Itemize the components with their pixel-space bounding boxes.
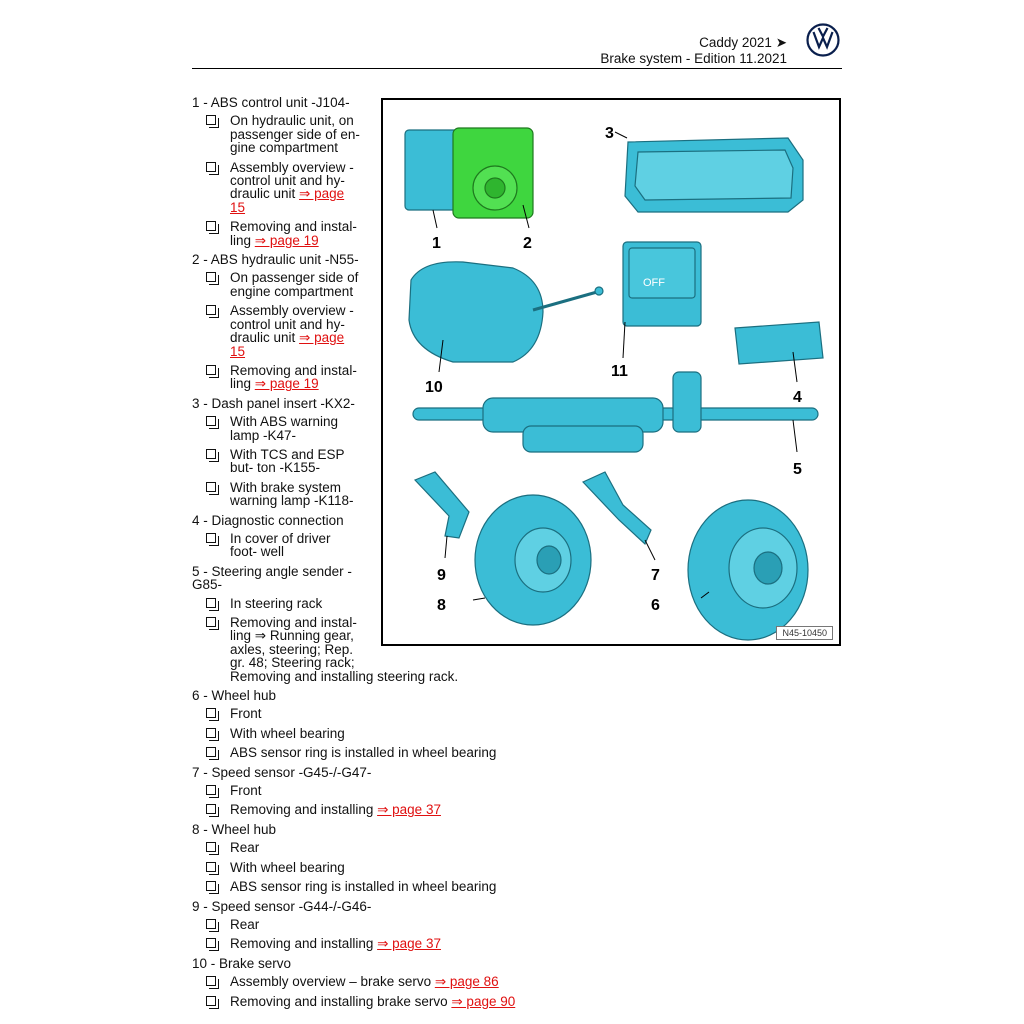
checkbox-bullet-icon [206, 938, 216, 948]
item-title: 7 - Speed sensor -G45-/-G47- [192, 764, 372, 780]
sub-item-text-block [230, 841, 832, 854]
sub-item-text-block [230, 918, 832, 931]
sub-item-text-block [230, 304, 360, 358]
item-title: 2 - ABS hydraulic unit -N55- [192, 252, 359, 268]
item-title: 3 - Dash panel insert -KX2- [192, 395, 355, 411]
page-reference-link[interactable]: ⇒ page 15 [230, 186, 345, 215]
sub-item-text: Front [230, 783, 262, 799]
sub-item-text: On passenger side of engine compartment [230, 270, 359, 299]
sub-item-text-block [230, 448, 360, 475]
header-arrow-icon: ➤ [775, 35, 787, 50]
page-reference-link[interactable]: ⇒ page 37 [377, 936, 441, 952]
sub-item-text: ABS sensor ring is installed in wheel bearing [230, 745, 497, 761]
sub-item [192, 861, 832, 874]
sub-item-text-block [230, 597, 360, 610]
sub-item-text: With ABS warning lamp -K47- [230, 414, 339, 443]
sub-item [192, 880, 832, 893]
checkbox-bullet-icon [206, 416, 216, 426]
header-title: Caddy 2021 [699, 35, 772, 50]
page-reference-link[interactable]: ⇒ page 37 [377, 802, 441, 818]
rear-speed-sensor [415, 472, 469, 538]
figure-id: N45-10450 [776, 626, 833, 640]
page-reference-link[interactable]: ⇒ page 19 [254, 232, 319, 248]
sub-item-text: With wheel bearing [230, 859, 345, 875]
checkbox-bullet-icon [206, 728, 216, 738]
item-title: 8 - Wheel hub [192, 821, 277, 837]
item-title: 9 - Speed sensor -G44-/-G46- [192, 898, 372, 914]
sub-item [192, 707, 832, 720]
sub-item-text-block [230, 880, 832, 893]
checkbox-bullet-icon [206, 365, 216, 375]
sub-item-text: Removing and installing [230, 802, 378, 818]
sub-item-text-block [230, 727, 832, 740]
item-title: 5 - Steering angle sender - G85- [192, 563, 352, 593]
checkbox-bullet-icon [206, 272, 216, 282]
sub-item-text: With brake system warning lamp -K118- [230, 479, 354, 509]
sub-item-text: Assembly overview - control unit and hy- draulic unit [230, 303, 354, 346]
page-reference-link[interactable]: ⇒ page 90 [451, 993, 516, 1009]
checkbox-bullet-icon [206, 862, 216, 872]
sub-item-text-block [230, 707, 832, 720]
sub-item-text: Removing and instal- ling [230, 219, 357, 248]
header-title-line [699, 35, 787, 51]
callout-2: 2 [523, 235, 532, 252]
sub-item-text: Removing and instal- ling [230, 362, 357, 392]
brake-servo [409, 262, 543, 362]
sub-item-text: Rear [230, 916, 260, 932]
sub-item-text: Front [230, 706, 262, 722]
sub-item [192, 784, 832, 797]
sub-item-text: Assembly overview - control unit and hy- draulic unit [230, 159, 354, 202]
callout-7: 7 [651, 567, 660, 584]
parts-list-item [192, 900, 832, 951]
callout-1: 1 [432, 235, 441, 252]
checkbox-bullet-icon [206, 305, 216, 315]
sub-item-text-block [230, 746, 832, 759]
front-speed-sensor [583, 472, 651, 544]
page-reference-link[interactable]: ⇒ page 15 [230, 330, 345, 359]
page-reference-link[interactable]: ⇒ page 86 [434, 974, 499, 990]
sub-item-text: On hydraulic unit, on passenger side of en- gine compartment [230, 113, 360, 156]
item-title: 6 - Wheel hub [192, 688, 277, 704]
sub-item-text-block [230, 975, 832, 988]
sub-item [192, 727, 832, 740]
sub-item-text-block [230, 861, 832, 874]
sub-item-text: Removing and installing [230, 936, 378, 952]
sub-item-text-block [230, 220, 360, 247]
sub-item-text-block [230, 937, 832, 950]
sub-item-text: In cover of driver foot- well [230, 530, 331, 560]
sub-item-text-block [230, 995, 832, 1008]
checkbox-bullet-icon [206, 449, 216, 459]
checkbox-bullet-icon [206, 221, 216, 231]
sub-item-text-block [230, 161, 360, 215]
sub-item-text: ABS sensor ring is installed in wheel bearing [230, 879, 497, 895]
checkbox-bullet-icon [206, 976, 216, 986]
exploded-view-figure [381, 98, 841, 646]
checkbox-bullet-icon [206, 482, 216, 492]
sub-item [192, 918, 832, 931]
sub-item-text: Rear [230, 840, 260, 856]
page-reference-link[interactable]: ⇒ page 19 [254, 376, 319, 392]
diagnostic-connection [735, 322, 823, 364]
checkbox-bullet-icon [206, 533, 216, 543]
sub-item-text-block [230, 532, 360, 559]
item-title: 4 - Diagnostic connection [192, 512, 344, 528]
vw-logo [806, 23, 840, 57]
checkbox-bullet-icon [206, 996, 216, 1006]
callout-8: 8 [437, 597, 446, 614]
sub-item-text: Removing and instal- ling ⇒ Running gear, axles, steering; Rep. gr. 48; Steering rack; [230, 615, 357, 671]
sub-item [192, 937, 832, 950]
parts-list-item [192, 957, 832, 1008]
callout-4: 4 [793, 389, 802, 406]
callout-11: 11 [611, 363, 628, 380]
sub-item-continuation: Removing and installing steering rack. [230, 668, 459, 684]
callout-9: 9 [437, 567, 446, 584]
checkbox-bullet-icon [206, 617, 216, 627]
sub-item-text: With TCS and ESP but- ton -K155- [230, 446, 345, 476]
sub-item-text-block [230, 803, 832, 816]
callout-6: 6 [651, 597, 660, 614]
checkbox-bullet-icon [206, 919, 216, 929]
button-off-label: OFF [643, 277, 665, 289]
sub-item [192, 975, 832, 988]
sub-item [192, 746, 832, 759]
checkbox-bullet-icon [206, 162, 216, 172]
parts-list-item [192, 766, 832, 817]
sub-item-text: In steering rack [230, 595, 323, 611]
sub-item [192, 803, 832, 816]
parts-list-item [192, 823, 832, 894]
sub-item-text-block [230, 364, 360, 391]
sub-item-text: Assembly overview – brake servo [230, 974, 435, 990]
item-title: 10 - Brake servo [192, 955, 292, 971]
sub-item-text-block [230, 784, 832, 797]
callout-5: 5 [793, 461, 802, 478]
sub-item-text-block [230, 415, 360, 442]
sub-item-text: With wheel bearing [230, 725, 345, 741]
parts-illustration [383, 100, 839, 644]
item-title: 1 - ABS control unit -J104- [192, 95, 350, 110]
sub-item [192, 995, 832, 1008]
sub-item-text-block [230, 616, 360, 670]
sub-item-text-block [230, 114, 360, 154]
page-header [192, 34, 842, 69]
header-subtitle: Brake system - Edition 11.2021 [600, 51, 787, 66]
checkbox-bullet-icon [206, 881, 216, 891]
checkbox-bullet-icon [206, 842, 216, 852]
checkbox-bullet-icon [206, 598, 216, 608]
checkbox-bullet-icon [206, 708, 216, 718]
checkbox-bullet-icon [206, 785, 216, 795]
checkbox-bullet-icon [206, 747, 216, 757]
sub-item-text: Removing and installing brake servo [230, 993, 452, 1009]
checkbox-bullet-icon [206, 804, 216, 814]
callout-3: 3 [605, 125, 614, 142]
parts-list-item [192, 689, 832, 760]
sub-item-text-block [230, 271, 360, 298]
callout-10: 10 [425, 379, 443, 396]
sub-item-text-block [230, 481, 360, 508]
sub-item [192, 841, 832, 854]
checkbox-bullet-icon [206, 115, 216, 125]
